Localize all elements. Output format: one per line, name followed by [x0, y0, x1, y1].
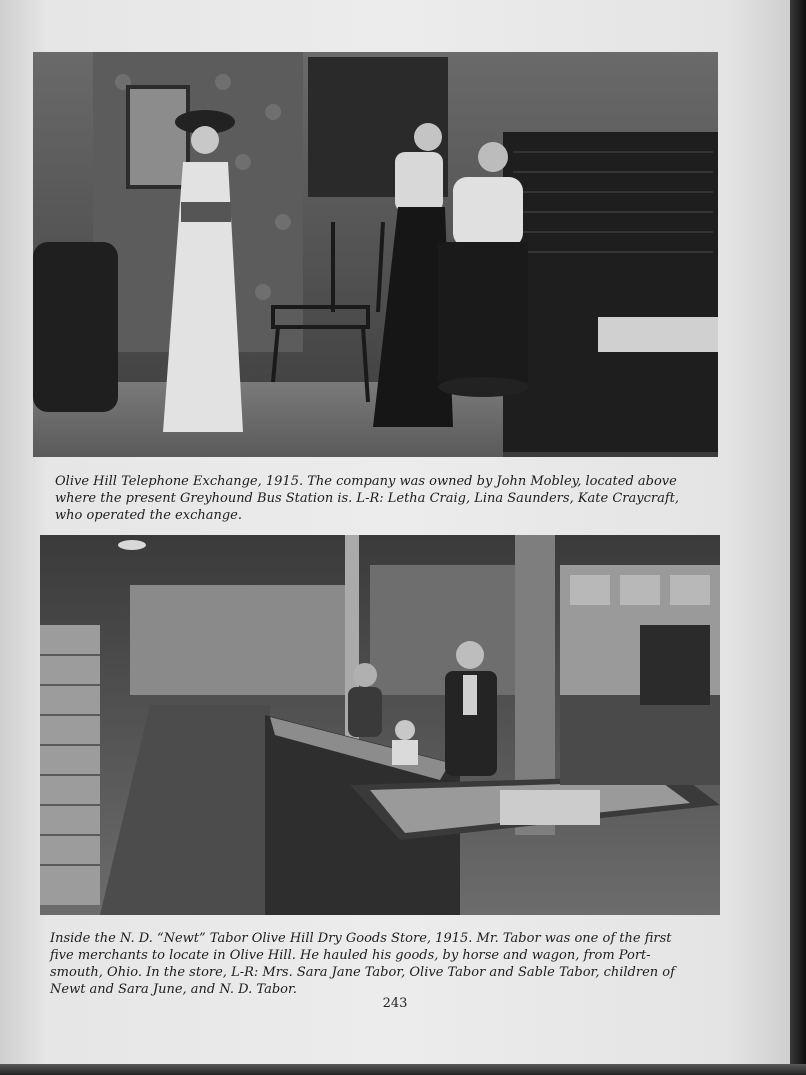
dry-goods-store-photo — [40, 535, 720, 915]
photograph-icon — [40, 535, 720, 915]
photograph-icon — [33, 52, 718, 457]
telephone-exchange-caption: Olive Hill Telephone Exchange, 1915. The company was owned by John Mobley, located above where the present Greyhound Bus Station is. L-R: Letha Craig, Lina Saunders, Kate Craycraft, who operated the exchange. — [55, 474, 680, 523]
telephone-exchange-photo — [33, 52, 718, 457]
book-spine-edge — [790, 0, 806, 1075]
page-number: 243 — [382, 996, 408, 1011]
book-bottom-edge — [0, 1064, 806, 1075]
dry-goods-store-caption: Inside the N. D. “Newt” Tabor Olive Hill Dry Goods Store, 1915. Mr. Tabor was one of the first five merchants to locate in Olive Hill. He hauled his goods, by horse and wagon, from Port- smouth, Ohio. In the store, L-R: Mrs. Sara Jane Tabor, Olive Tabor and Sable Tabor, children of Newt and Sara June, and N. D. Tabor. — [50, 931, 675, 997]
